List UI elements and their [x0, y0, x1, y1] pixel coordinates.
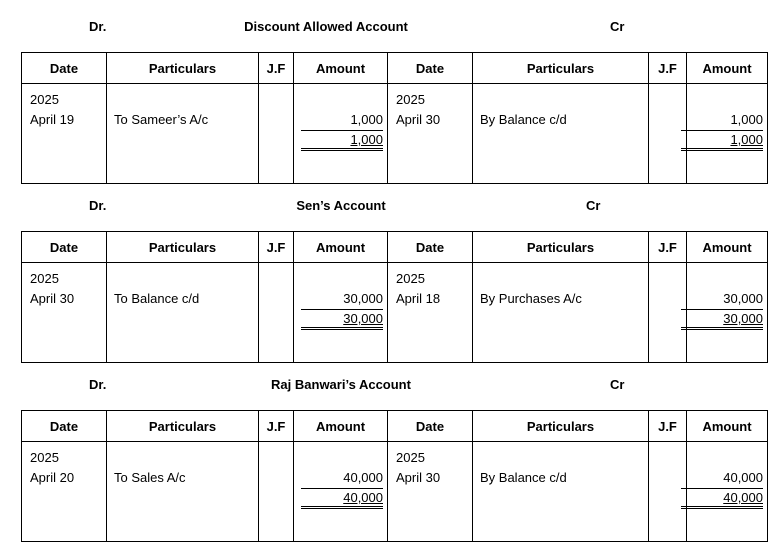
col-header-date: Date — [388, 53, 473, 84]
debit-total: 40,000 — [301, 488, 383, 509]
col-header-particulars: Particulars — [473, 53, 649, 84]
debit-jf — [259, 442, 294, 542]
debit-amount: 40,000 — [343, 470, 383, 485]
credit-amount-cell — [687, 263, 768, 363]
ledger-table — [21, 52, 768, 184]
credit-amount-cell — [687, 84, 768, 184]
debit-amount-cell — [294, 442, 388, 542]
entry-row — [22, 442, 768, 542]
credit-year: 2025 — [396, 271, 425, 286]
col-header-amount: Amount — [687, 232, 768, 263]
credit-date: April 18 — [396, 291, 441, 306]
col-header-jf: J.F — [259, 232, 294, 263]
credit-total: 1,000 — [681, 130, 763, 151]
col-header-jf: J.F — [259, 53, 294, 84]
col-header-jf: J.F — [649, 232, 687, 263]
credit-amount: 1,000 — [730, 112, 763, 127]
credit-date: April 30 — [396, 112, 441, 127]
debit-year: 2025 — [30, 92, 59, 107]
debit-date-cell — [22, 442, 107, 542]
debit-year: 2025 — [30, 450, 59, 465]
ledger-raj-banwari-account — [21, 358, 767, 536]
debit-total: 30,000 — [301, 309, 383, 330]
debit-date: April 30 — [30, 291, 75, 306]
credit-particulars: By Balance c/d — [473, 84, 649, 184]
col-header-particulars: Particulars — [107, 411, 259, 442]
col-header-jf: J.F — [259, 411, 294, 442]
credit-year: 2025 — [396, 92, 425, 107]
col-header-amount: Amount — [294, 411, 388, 442]
credit-side-label: Cr — [610, 377, 625, 392]
account-title: Sen’s Account — [296, 198, 386, 213]
ledger-sens-account — [21, 179, 767, 357]
credit-side-label: Cr — [586, 198, 601, 213]
credit-date-cell — [388, 84, 473, 184]
header-row — [22, 53, 768, 84]
debit-date-cell — [22, 263, 107, 363]
credit-date-cell — [388, 263, 473, 363]
col-header-amount: Amount — [294, 53, 388, 84]
credit-total: 30,000 — [681, 309, 763, 330]
debit-date: April 20 — [30, 470, 75, 485]
credit-particulars: By Purchases A/c — [473, 263, 649, 363]
entry-row — [22, 84, 768, 184]
header-row — [22, 232, 768, 263]
debit-particulars: To Sameer’s A/c — [107, 84, 259, 184]
col-header-particulars: Particulars — [473, 411, 649, 442]
col-header-particulars: Particulars — [107, 53, 259, 84]
col-header-amount: Amount — [687, 411, 768, 442]
credit-amount: 30,000 — [723, 291, 763, 306]
credit-amount: 40,000 — [723, 470, 763, 485]
debit-amount: 1,000 — [350, 112, 383, 127]
account-title: Raj Banwari’s Account — [271, 377, 411, 392]
debit-side-label: Dr. — [89, 19, 107, 34]
credit-total: 40,000 — [681, 488, 763, 509]
col-header-amount: Amount — [294, 232, 388, 263]
ledger-discount-allowed — [21, 0, 767, 178]
credit-amount-cell — [687, 442, 768, 542]
col-header-date: Date — [22, 53, 107, 84]
account-title: Discount Allowed Account — [244, 19, 408, 34]
col-header-date: Date — [388, 232, 473, 263]
debit-year: 2025 — [30, 271, 59, 286]
col-header-amount: Amount — [687, 53, 768, 84]
debit-date: April 19 — [30, 112, 75, 127]
col-header-particulars: Particulars — [107, 232, 259, 263]
debit-side-label: Dr. — [89, 377, 107, 392]
debit-date-cell — [22, 84, 107, 184]
debit-side-label: Dr. — [89, 198, 107, 213]
debit-particulars: To Sales A/c — [107, 442, 259, 542]
credit-date-cell — [388, 442, 473, 542]
debit-total: 1,000 — [301, 130, 383, 151]
col-header-date: Date — [22, 232, 107, 263]
entry-row — [22, 263, 768, 363]
credit-side-label: Cr — [610, 19, 625, 34]
header-row — [22, 411, 768, 442]
debit-jf — [259, 263, 294, 363]
col-header-jf: J.F — [649, 411, 687, 442]
debit-jf — [259, 84, 294, 184]
credit-date: April 30 — [396, 470, 441, 485]
debit-amount: 30,000 — [343, 291, 383, 306]
credit-year: 2025 — [396, 450, 425, 465]
col-header-particulars: Particulars — [473, 232, 649, 263]
credit-particulars: By Balance c/d — [473, 442, 649, 542]
debit-particulars: To Balance c/d — [107, 263, 259, 363]
debit-amount-cell — [294, 84, 388, 184]
ledger-table — [21, 231, 768, 363]
col-header-jf: J.F — [649, 53, 687, 84]
debit-amount-cell — [294, 263, 388, 363]
ledger-table — [21, 410, 768, 542]
col-header-date: Date — [22, 411, 107, 442]
col-header-date: Date — [388, 411, 473, 442]
